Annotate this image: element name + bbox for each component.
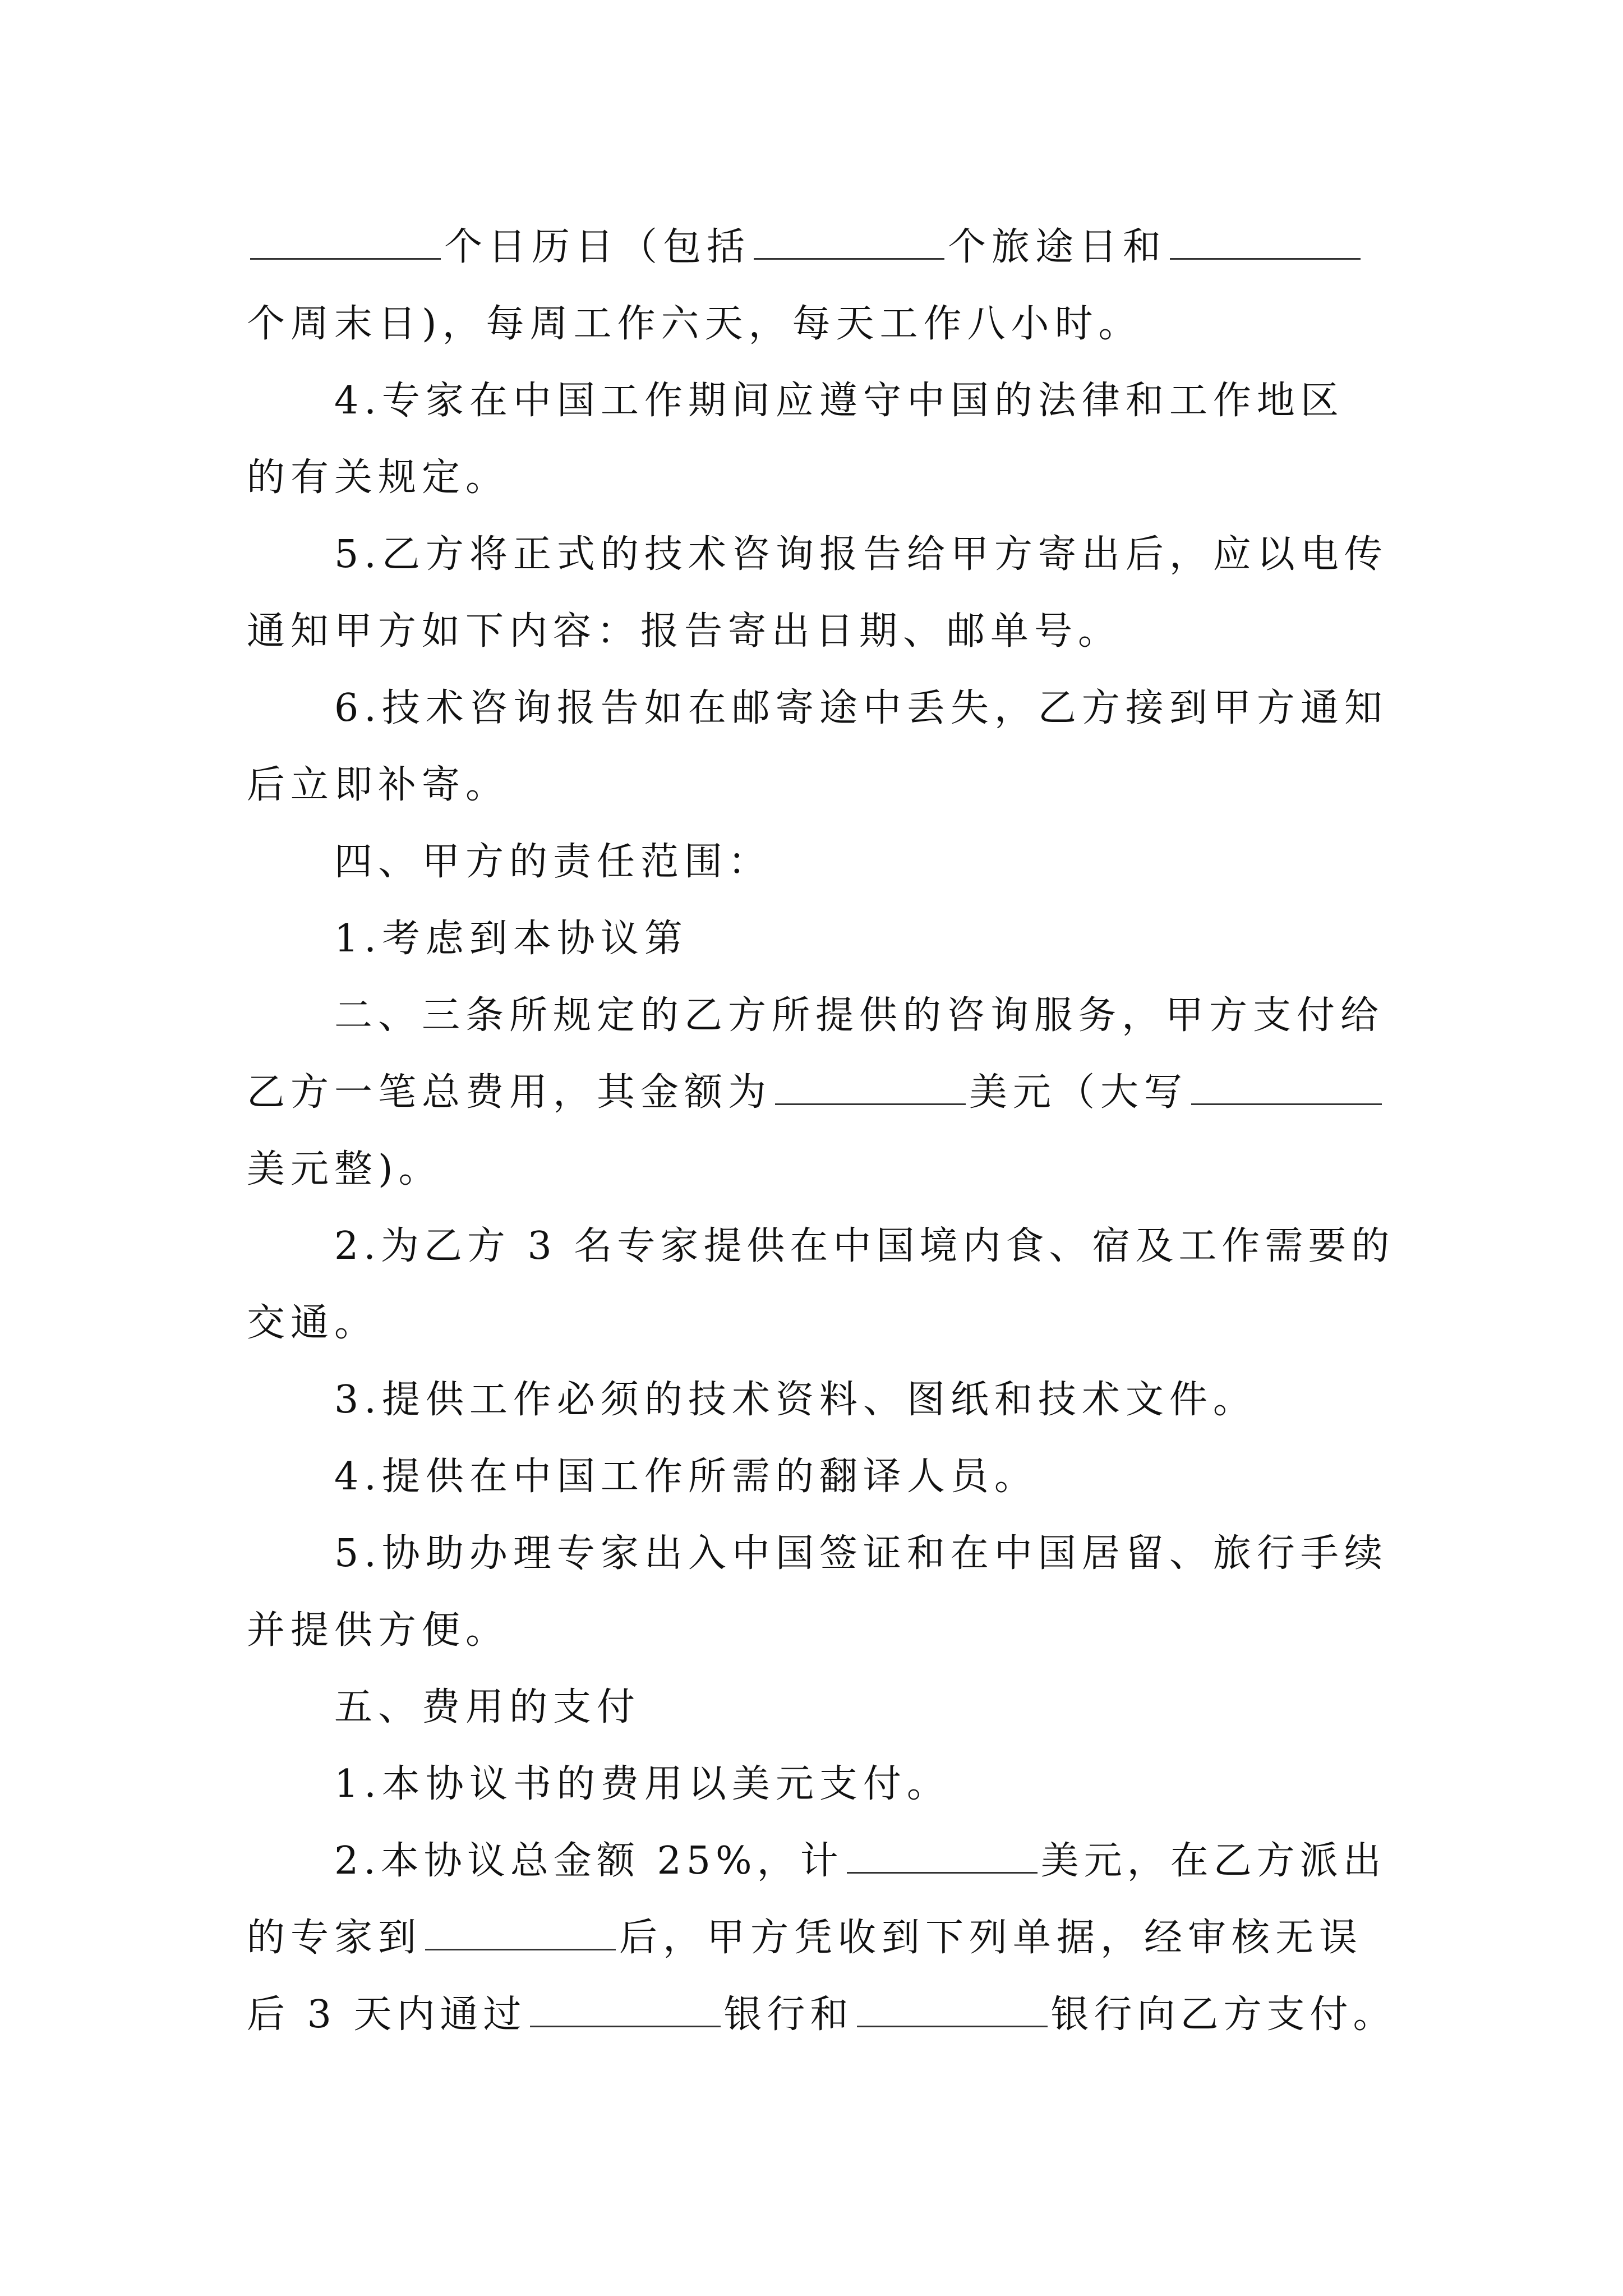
line-text-segment: 的专家到 (247, 1916, 422, 1960)
line-text: 3.提供工作必须的技术资料、图纸和技术文件。 (334, 1378, 1257, 1422)
paragraph-line (247, 516, 1388, 593)
paragraph-line (247, 1592, 1385, 1669)
line-text-segment: 2.本协议总金额 25%，计 (334, 1839, 843, 1883)
paragraph-line (247, 1438, 1385, 1515)
fill-in-blank[interactable] (847, 1843, 1038, 1874)
paragraph-line (247, 1361, 1385, 1438)
paragraph-line (247, 900, 1385, 977)
paragraph-line (247, 1976, 1396, 2053)
paragraph-line (247, 747, 1385, 823)
line-text: 个周末日)，每周工作六天，每天工作八小时。 (247, 302, 1142, 346)
paragraph-line (247, 1899, 1385, 1976)
paragraph-line (247, 1823, 1385, 1899)
line-text-segment: 个旅途日和 (948, 225, 1167, 269)
paragraph-line (247, 1054, 1385, 1131)
line-text: 交通。 (247, 1301, 379, 1345)
line-text: 通知甲方如下内容：报告寄出日期、邮单号。 (247, 609, 1122, 654)
fill-in-blank[interactable] (857, 1996, 1048, 2027)
fill-in-blank[interactable] (1191, 1074, 1382, 1105)
paragraph-line (247, 439, 1385, 516)
fill-in-blank[interactable] (775, 1074, 966, 1105)
line-text: 美元整)。 (247, 1147, 442, 1191)
line-text: 1.本协议书的费用以美元支付。 (334, 1762, 951, 1806)
fill-in-blank[interactable] (530, 1996, 721, 2027)
fill-in-blank[interactable] (1170, 229, 1361, 260)
fill-in-blank[interactable] (425, 1920, 616, 1950)
paragraph-line (247, 593, 1385, 670)
paragraph-line (247, 823, 1385, 900)
line-text: 并提供方便。 (247, 1608, 510, 1653)
fill-in-blank[interactable] (250, 229, 441, 260)
paragraph-line (247, 209, 1385, 286)
line-text: 5.乙方将正式的技术咨询报告给甲方寄出后，应以电传 (334, 532, 1388, 577)
line-text-segment: 个日历日（包括 (444, 225, 751, 269)
paragraph-line (247, 670, 1388, 747)
line-text: 5.协助办理专家出入中国签证和在中国居留、旅行手续 (334, 1531, 1388, 1576)
line-text: 的有关规定。 (247, 455, 510, 500)
fill-in-blank[interactable] (754, 229, 944, 260)
line-text-segment: 银行和 (723, 1993, 854, 2037)
line-text-segment: 后，甲方凭收到下列单据，经审核无误 (619, 1916, 1363, 1960)
line-text: 四、甲方的责任范围： (334, 840, 772, 884)
paragraph-line (247, 1746, 1385, 1823)
paragraph-line (247, 1131, 1385, 1208)
paragraph-line (247, 1285, 1385, 1361)
paragraph-line (247, 362, 1385, 439)
line-text: 五、费用的支付 (334, 1685, 641, 1729)
paragraph-line (247, 977, 1385, 1054)
line-text-segment: 乙方一笔总费用，其金额为 (247, 1070, 772, 1115)
document-body (247, 209, 1396, 2053)
paragraph-line (247, 1669, 1385, 1746)
line-text: 后立即补寄。 (247, 763, 510, 807)
line-text: 2.为乙方 3 名专家提供在中国境内食、宿及工作需要的 (334, 1224, 1395, 1268)
line-text-segment: 美元（大写 (969, 1070, 1188, 1115)
line-text: 二、三条所规定的乙方所提供的咨询服务，甲方支付给 (334, 993, 1385, 1038)
line-text: 1.考虑到本协议第 (334, 917, 688, 961)
paragraph-line (247, 1208, 1395, 1285)
paragraph-line (247, 286, 1385, 362)
line-text: 4.专家在中国工作期间应遵守中国的法律和工作地区 (334, 379, 1344, 423)
paragraph-line (247, 1515, 1388, 1592)
line-text-segment: 后 3 天内通过 (247, 1993, 527, 2037)
line-text: 4.提供在中国工作所需的翻译人员。 (334, 1455, 1038, 1499)
line-text-segment: 银行向乙方支付。 (1050, 1993, 1396, 2037)
line-text-segment: 美元，在乙方派出 (1040, 1839, 1386, 1883)
line-text: 6.技术咨询报告如在邮寄途中丢失，乙方接到甲方通知 (334, 686, 1388, 730)
